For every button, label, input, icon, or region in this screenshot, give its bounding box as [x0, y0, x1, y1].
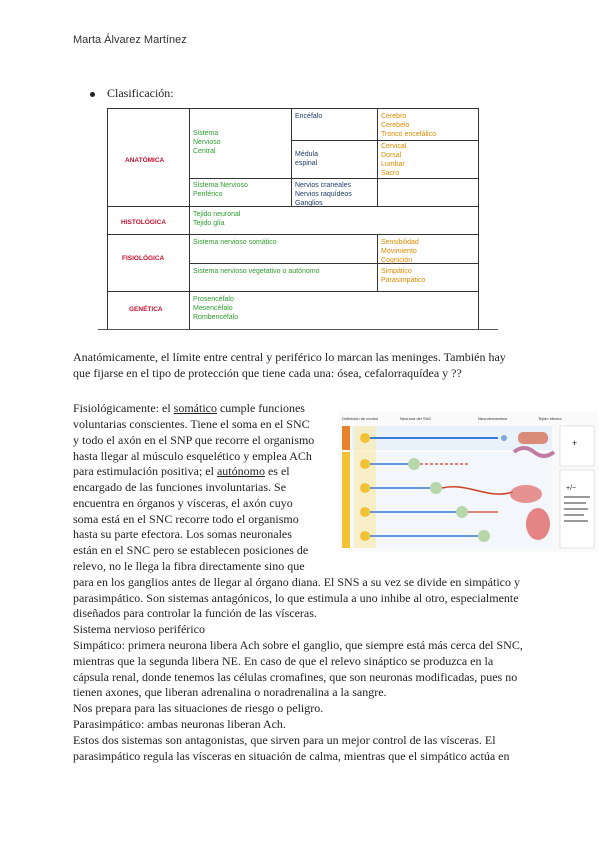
snc-label: Sistema Nervioso Central	[193, 130, 221, 155]
fig-plus-sign: +	[572, 438, 578, 448]
paragraph-anatomia-l1: Anatómicamente, el límite entre central y periférico lo marcan las meninges. También hay	[73, 350, 506, 364]
fig-neuron-soma	[360, 483, 370, 493]
paragraph-riesgo: Nos prepara para las situaciones de riesgo o peligro.	[73, 701, 324, 715]
fig-text-line	[564, 496, 590, 498]
table-line	[107, 206, 479, 207]
fig-neuron-soma	[360, 433, 370, 443]
paragraph-fisio-l6: encargado de las funciones involuntarias. Se	[73, 480, 287, 494]
fig-col3-label: Neurotransmisor	[478, 416, 508, 421]
table-line	[478, 108, 479, 330]
vegetativo-label: Sistema nervioso vegetativo o autónomo	[193, 268, 320, 275]
genetica-parts: Prosencéfalo Mesencéfalo Rombencéfalo	[193, 296, 239, 321]
paragraph-antagonistas-l1: Estos dos sistemas son antagonistas, que sirven para un mejor control de las vísceras. El	[73, 733, 496, 747]
nervous-system-figure	[338, 412, 598, 552]
paragraph-fisio-l9: hasta su parte efectora. Los somas neuronales	[73, 527, 292, 541]
snp-parts: Nervios craneales Nervios raquídeos Ganglios	[295, 182, 352, 207]
fig-text-line	[564, 508, 588, 510]
paragraph-parasimpatico: Parasimpático: ambas neuronas liberan Ach.	[73, 717, 286, 731]
snp-label: Sistema Nervioso Periférico	[193, 182, 248, 198]
fig-autonomic-strip	[342, 452, 350, 548]
paragraph-fisio-l14: diseñados para controlar la función de las vísceras.	[73, 606, 317, 620]
author-name: Marta Álvarez Martínez	[73, 34, 187, 46]
vegetativo-parts: Simpático Parasimpático	[381, 268, 426, 284]
fig-muscle	[518, 432, 548, 444]
fig-col2-label: Neurona del SNC	[400, 416, 432, 421]
medula-label: Médula espinal	[295, 151, 318, 167]
paragraph-simpatico-l4: tienen axones, que liberan adrenalina o noradrenalina a la sangre.	[73, 685, 387, 699]
paragraph-fisio-l13: parasimpático. Son sistemas antagónicos, lo que estimula a uno inhibe al otro, especialmente	[73, 591, 519, 605]
paragraph-anatomia-l2: que fijarse en el tipo de protección que tiene cada una: ósea, cefalorraquídea y ??	[73, 366, 462, 380]
somatico-label: Sistema nervioso somático	[193, 239, 277, 246]
fig-heart	[526, 508, 550, 540]
paragraph-fisio-l11: relevo, no le llega la fibra directamente sino que	[73, 559, 305, 573]
fig-ganglion	[430, 482, 442, 494]
bullet-classification: Clasificación:	[90, 86, 174, 101]
fig-text-line	[564, 514, 584, 516]
paragraph-simpatico-l1: Simpático: primera neurona libera Ach sobre el ganglio, que siempre está más cerca del SNC,	[73, 638, 523, 652]
fig-ganglion	[456, 506, 468, 518]
fig-neuron-soma	[360, 459, 370, 469]
table-line	[107, 108, 479, 109]
paragraph-antagonistas-l2: parasimpático regula las vísceras en situación de calma, mientras que el simpático actúa en	[73, 749, 510, 763]
paragraph-fisio-l10: están en el SNC pero se establecen posiciones de	[73, 543, 309, 557]
table-line	[189, 263, 479, 264]
fig-neuron-soma	[360, 531, 370, 541]
fig-somatic-strip	[342, 426, 350, 450]
fig-ganglion	[408, 458, 420, 470]
encefalo-label: Encéfalo	[295, 113, 323, 120]
fig-col1-label: Definición de control	[342, 416, 379, 421]
label-histologica: HISTOLÓGICA	[121, 219, 167, 226]
fig-ganglion	[478, 530, 490, 542]
table-line	[189, 178, 479, 179]
table-line	[377, 108, 378, 206]
fig-text-line	[564, 502, 586, 504]
label-fisiologica: FISIOLÓGICA	[122, 255, 165, 262]
paragraph-fisio-l3: y todo el axón en el SNP que recorre el organismo	[73, 433, 315, 447]
table-bottom-rule	[98, 329, 498, 330]
paragraph-simpatico-l3: cápsula renal, donde tenemos las células cromafines, que son neuronas modificadas, pues no	[73, 670, 518, 684]
table-line	[189, 108, 190, 330]
paragraph-fisio-l2: voluntarias conscientes. Tiene el soma en el SNC	[73, 417, 310, 431]
table-line	[107, 234, 479, 235]
fig-terminal	[501, 435, 507, 441]
fig-neuron-soma	[360, 507, 370, 517]
table-line	[291, 140, 479, 141]
label-genetica: GENÉTICA	[129, 306, 163, 313]
classification-table	[107, 108, 479, 330]
encefalo-parts: Cerebro Cerebelo Tronco encefálico	[381, 113, 436, 138]
paragraph-fisio-l12: para en los ganglios antes de llegar al órgano diana. El SNS a su vez se divide en simpático y	[73, 575, 520, 589]
fig-adrenal	[510, 485, 542, 503]
somatico-parts: Sensibilidad Movimiento Cognición	[381, 239, 419, 264]
fig-col4-label: Tejido efector	[538, 416, 562, 421]
fig-plus-minus-sign: +/−	[566, 485, 577, 492]
paragraph-fisio-l5: para estimulación positiva; el autónomo es el	[73, 464, 290, 478]
paragraph-fisio-l4: hasta llegar al músculo esquelético y emplea ACh	[73, 449, 312, 463]
paragraph-simpatico-l2: mientras que la segunda libera NE. En caso de que el relevo sináptico se produzca en la	[73, 654, 494, 668]
paragraph-fisio-l7: encuentra en órganos y vísceras, el axón cuyo	[73, 496, 293, 510]
paragraph-fisio-l1: Fisiológicamente: el somático cumple funciones	[73, 401, 305, 415]
label-anatomica: ANATÓMICA	[125, 157, 165, 164]
table-line	[107, 108, 108, 330]
paragraph-snp-heading: Sistema nervioso periférico	[73, 622, 205, 636]
bullet-dot-icon	[90, 92, 95, 97]
histo-parts: Tejido neuronal Tejido glía	[193, 211, 241, 227]
medula-parts: Cervical Dorsal Lumbar Sacro	[381, 143, 407, 177]
table-line	[377, 234, 378, 291]
table-line	[107, 291, 479, 292]
nervous-system-diagram	[338, 412, 598, 552]
paragraph-fisio-l8: soma está en el SNC recorre todo el organismo	[73, 512, 299, 526]
fig-text-line	[564, 520, 588, 522]
table-line	[291, 108, 292, 206]
